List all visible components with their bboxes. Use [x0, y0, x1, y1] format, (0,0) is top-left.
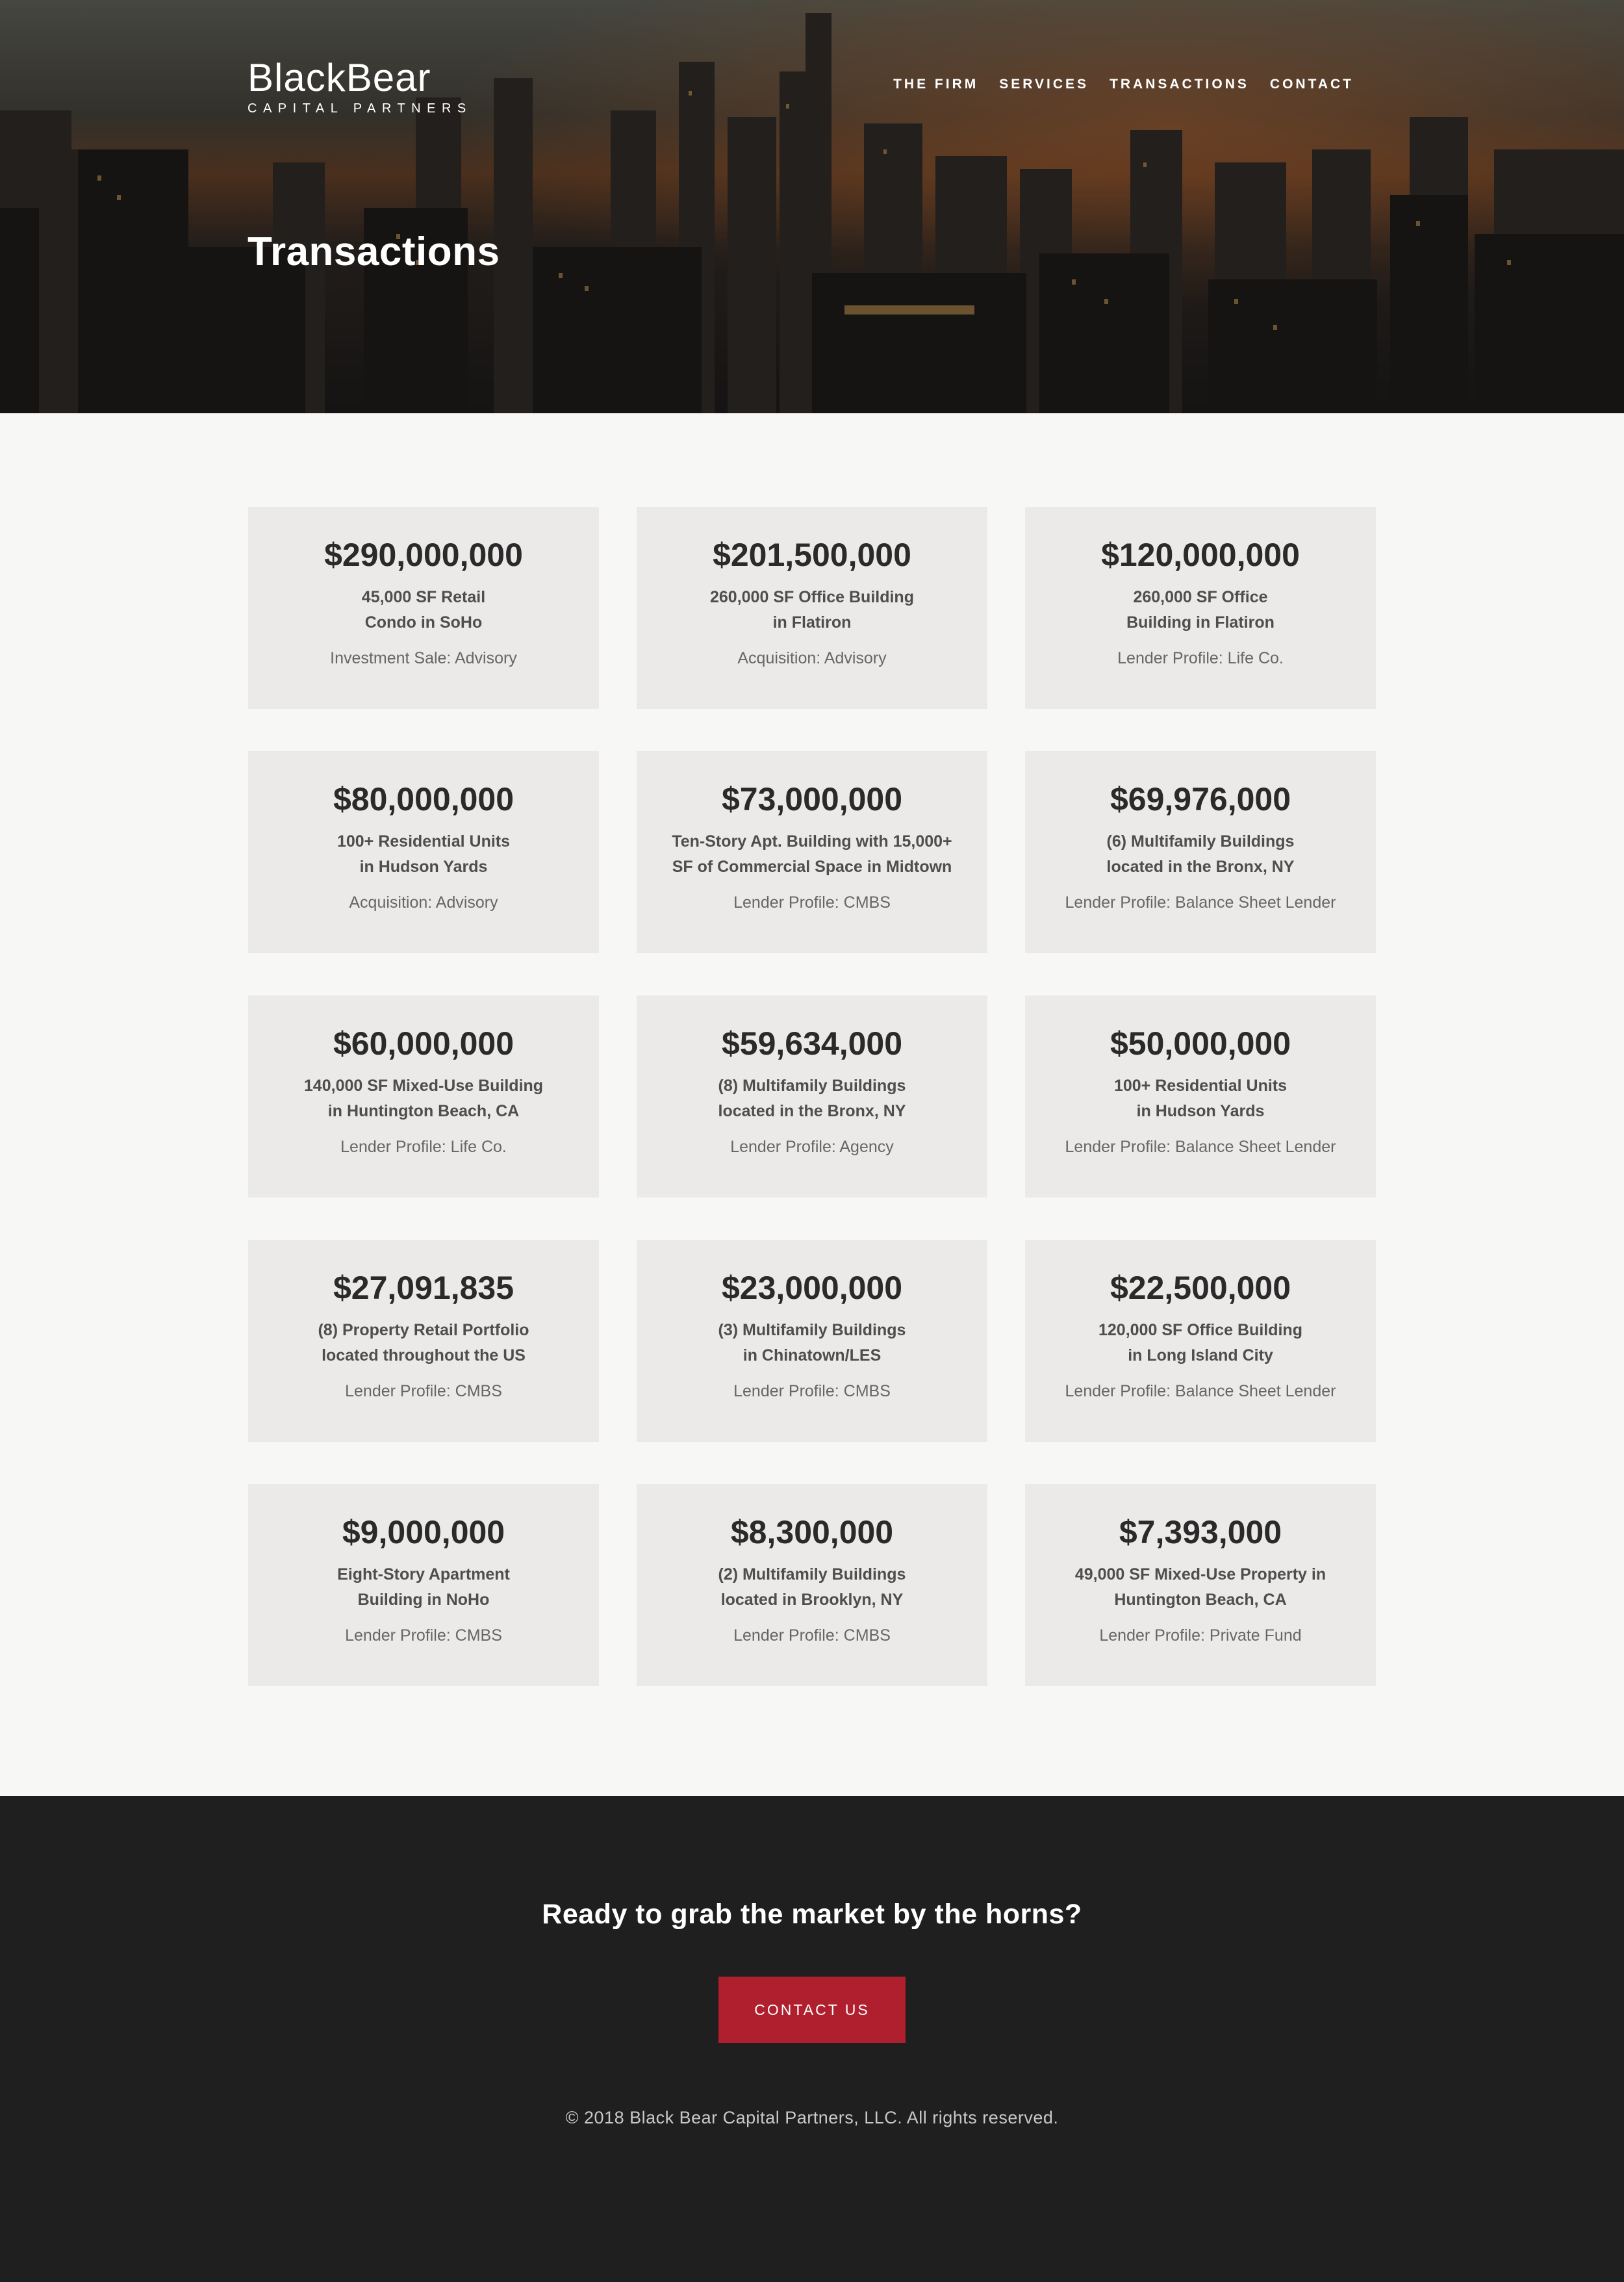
copyright-text: © 2018 Black Bear Capital Partners, LLC. All rights reserved. [565, 2108, 1059, 2127]
transaction-profile: Lender Profile: CMBS [733, 893, 891, 912]
description-line-2: located throughout the US [322, 1346, 526, 1365]
transaction-profile: Lender Profile: CMBS [345, 1626, 502, 1645]
description-line-2: Huntington Beach, CA [1114, 1591, 1287, 1609]
description-line-2: Building in Flatiron [1126, 613, 1275, 632]
description-line-2: in Flatiron [772, 613, 852, 632]
site-logo[interactable] [247, 58, 472, 116]
nav-services[interactable]: SERVICES [999, 77, 1089, 92]
transaction-amount: $201,500,000 [713, 537, 911, 573]
transaction-profile: Lender Profile: Balance Sheet Lender [1065, 1382, 1336, 1400]
transaction-card [1025, 1484, 1376, 1686]
transaction-card [248, 751, 599, 953]
nav-transactions[interactable]: TRANSACTIONS [1110, 77, 1249, 92]
transaction-profile: Acquisition: Advisory [737, 649, 887, 667]
description-line-1: Ten-Story Apt. Building with 15,000+ [672, 832, 952, 851]
description-line-2: in Hudson Yards [1136, 1102, 1265, 1120]
transaction-profile: Lender Profile: Balance Sheet Lender [1065, 1138, 1336, 1156]
transaction-amount: $60,000,000 [333, 1025, 514, 1062]
description-line-1: 45,000 SF Retail [361, 588, 486, 606]
transaction-amount: $120,000,000 [1101, 537, 1300, 573]
transaction-card [1025, 507, 1376, 709]
transaction-amount: $22,500,000 [1110, 1270, 1291, 1306]
nav-contact[interactable]: CONTACT [1269, 77, 1354, 92]
description-line-2: in Hudson Yards [359, 858, 488, 876]
page-title: Transactions [247, 229, 500, 274]
transaction-description [248, 1562, 599, 1613]
description-line-1: (3) Multifamily Buildings [718, 1321, 906, 1339]
hero-banner [0, 0, 1624, 413]
transaction-description [248, 829, 599, 880]
transaction-profile: Lender Profile: Life Co. [1117, 649, 1284, 667]
transaction-description [1025, 1073, 1376, 1124]
transaction-amount: $59,634,000 [721, 1025, 903, 1062]
transaction-amount: $80,000,000 [333, 781, 514, 817]
description-line-1: 100+ Residential Units [336, 832, 511, 851]
main-nav [893, 77, 1354, 92]
transaction-amount: $27,091,835 [333, 1270, 514, 1306]
transaction-description [637, 1562, 987, 1613]
transaction-profile: Acquisition: Advisory [349, 893, 498, 912]
description-line-2: in Long Island City [1128, 1346, 1273, 1365]
transaction-amount: $50,000,000 [1110, 1025, 1291, 1062]
transaction-amount: $69,976,000 [1110, 781, 1291, 817]
city-skyline-background [0, 0, 1624, 413]
transaction-card [248, 507, 599, 709]
transaction-card [1025, 751, 1376, 953]
cta-heading: Ready to grab the market by the horns? [542, 1899, 1082, 1930]
transaction-profile: Lender Profile: CMBS [733, 1382, 891, 1400]
nav-the-firm[interactable]: THE FIRM [893, 77, 979, 92]
transaction-card [248, 1240, 599, 1442]
description-line-1: 49,000 SF Mixed-Use Property in [1074, 1565, 1326, 1583]
transaction-card [248, 995, 599, 1198]
transaction-profile: Lender Profile: Life Co. [340, 1138, 507, 1156]
transaction-card [1025, 1240, 1376, 1442]
contact-us-button[interactable]: CONTACT US [718, 1977, 906, 2043]
description-line-2: located in Brooklyn, NY [720, 1591, 904, 1609]
description-line-2: located in the Bronx, NY [1106, 858, 1295, 876]
transaction-description [248, 585, 599, 635]
transaction-description [637, 829, 987, 880]
transaction-description [637, 1318, 987, 1368]
transaction-amount: $290,000,000 [324, 537, 523, 573]
transaction-profile: Lender Profile: CMBS [733, 1626, 891, 1645]
logo-wordmark: BlackBear [247, 56, 431, 99]
transaction-amount: $7,393,000 [1119, 1514, 1282, 1550]
description-line-1: (6) Multifamily Buildings [1106, 832, 1295, 851]
transaction-description [1025, 1318, 1376, 1368]
transaction-profile: Lender Profile: Balance Sheet Lender [1065, 893, 1336, 912]
transactions-grid [248, 507, 1376, 1686]
transaction-card [637, 751, 987, 953]
transaction-amount: $9,000,000 [342, 1514, 505, 1550]
transaction-amount: $23,000,000 [721, 1270, 903, 1306]
description-line-1: 120,000 SF Office Building [1098, 1321, 1302, 1339]
transaction-card [248, 1484, 599, 1686]
description-line-2: located in the Bronx, NY [718, 1102, 906, 1120]
transaction-card [637, 507, 987, 709]
description-line-1: 260,000 SF Office Building [710, 588, 914, 606]
logo-tagline: CAPITAL PARTNERS [247, 101, 472, 116]
description-line-2: in Chinatown/LES [742, 1346, 882, 1365]
transaction-description [1025, 829, 1376, 880]
transaction-card [637, 995, 987, 1198]
description-line-2: Building in NoHo [357, 1591, 490, 1609]
description-line-2: SF of Commercial Space in Midtown [672, 858, 952, 876]
transaction-card [637, 1240, 987, 1442]
transaction-description [248, 1073, 599, 1124]
transaction-amount: $8,300,000 [730, 1514, 894, 1550]
transaction-profile: Lender Profile: Private Fund [1099, 1626, 1302, 1645]
transaction-description [637, 1073, 987, 1124]
description-line-2: Condo in SoHo [364, 613, 483, 632]
transaction-card [637, 1484, 987, 1686]
transaction-description [1025, 585, 1376, 635]
description-line-1: 100+ Residential Units [1113, 1077, 1288, 1095]
transaction-amount: $73,000,000 [721, 781, 903, 817]
transaction-description [637, 585, 987, 635]
transaction-profile: Investment Sale: Advisory [330, 649, 517, 667]
description-line-2: in Huntington Beach, CA [327, 1102, 520, 1120]
transaction-description [1025, 1562, 1376, 1613]
description-line-1: (2) Multifamily Buildings [718, 1565, 906, 1583]
transaction-card [1025, 995, 1376, 1198]
description-line-1: 140,000 SF Mixed-Use Building [303, 1077, 544, 1095]
description-line-1: 260,000 SF Office [1133, 588, 1268, 606]
footer [0, 1796, 1624, 2282]
description-line-1: (8) Property Retail Portfolio [318, 1321, 529, 1339]
transaction-profile: Lender Profile: CMBS [345, 1382, 502, 1400]
transaction-description [248, 1318, 599, 1368]
transaction-profile: Lender Profile: Agency [730, 1138, 894, 1156]
description-line-1: (8) Multifamily Buildings [718, 1077, 906, 1095]
description-line-1: Eight-Story Apartment [337, 1565, 510, 1583]
